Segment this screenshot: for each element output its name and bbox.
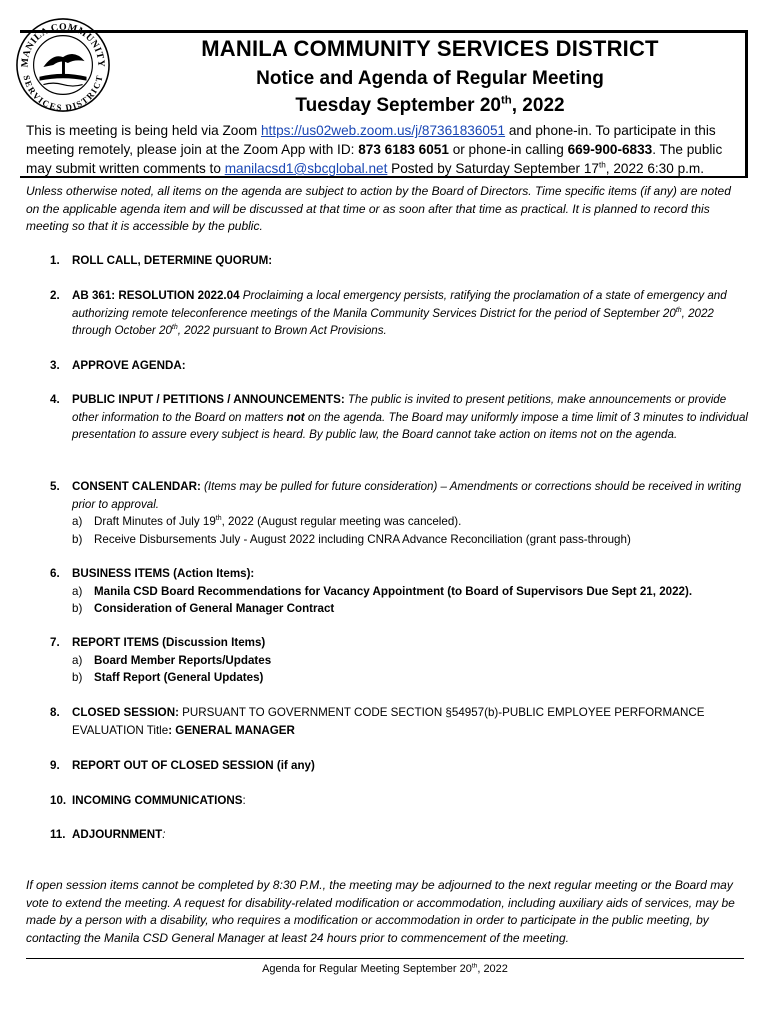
participation-info: This is meeting is being held via Zoom https://us02web.zoom.us/j/87361836051 and phone-in. To participate in this meeting remotely, please join at the Zoom App with ID: 873 6183 6051 or phone-in calling 669-900-6833. The public may submit written comments to manilacsd1@sbcglobal.net Posted by Saturday September 17th, 2022 6:30 p.m. xyxy=(26,123,723,176)
consent-item-a: a) Draft Minutes of July 19th, 2022 (August regular meeting was canceled). xyxy=(72,515,462,528)
consent-item-b: b) Receive Disbursements July - August 2022 including CNRA Advance Reconciliation (grant pass-through) xyxy=(72,532,631,546)
report-item-a: a) Board Member Reports/Updates xyxy=(72,653,272,667)
agenda-item-10: 10. INCOMING COMMUNICATIONS: xyxy=(50,794,246,807)
agenda-item-11: 11. ADJOURNMENT: xyxy=(50,828,166,841)
meeting-subtitle: Notice and Agenda of Regular Meeting xyxy=(256,68,604,89)
seal-top-text: MANILA COMMUNITY xyxy=(19,21,107,68)
agenda-item-8: 8. CLOSED SESSION: PURSUANT TO GOVERNMENT CODE SECTION §54957(b)-PUBLIC EMPLOYEE PERFORMANCE EVALUATION Title: GENERAL MANAGER xyxy=(50,706,705,737)
footer-divider xyxy=(26,958,744,959)
accessibility-footnote: If open session items cannot be completed by 8:30 P.M., the meeting may be adjourned to the next regular meeting or the Board may vote to extend the meeting. A request for disability-related modification or accommodation, including auxiliary aids of services, may be made by a person with a disability, who requires a modification or accommodation in order to participate in the public meeting, by contacting the Manila CSD General Manager at least 24 hours prior to commencement of the meeting. xyxy=(26,878,735,945)
meeting-date: Tuesday September 20th, 2022 xyxy=(295,94,565,116)
page-footer: Agenda for Regular Meeting September 20th, 2022 xyxy=(262,962,508,975)
org-title: MANILA COMMUNITY SERVICES DISTRICT xyxy=(201,36,659,61)
agenda-item-1: 1. ROLL CALL, DETERMINE QUORUM: xyxy=(50,254,273,267)
agenda-item-9: 9. REPORT OUT OF CLOSED SESSION (if any) xyxy=(50,759,315,772)
agenda-item-6: 6. BUSINESS ITEMS (Action Items): a) Manila CSD Board Recommendations for Vacancy Appointment (to Board of Supervisors Due Sept 21, 2022). b) Consideration of General Manager Contract xyxy=(50,565,750,618)
zoom-id: 873 6183 6051 xyxy=(358,142,449,157)
seal-bottom-text: SERVICES DISTRICT xyxy=(21,74,105,113)
business-item-a: a) Manila CSD Board Recommendations for Vacancy Appointment (to Board of Supervisors Due Sept 21, 2022). xyxy=(72,584,693,598)
zoom-link[interactable]: https://us02web.zoom.us/j/87361836051 xyxy=(260,123,506,138)
agenda-item-3: 3. APPROVE AGENDA: xyxy=(50,359,186,372)
email-link[interactable]: manilacsd1@sbcglobal.net xyxy=(224,161,388,176)
phone-number: 669-900-6833 xyxy=(567,142,653,157)
business-item-b: b) Consideration of General Manager Contract xyxy=(72,602,335,615)
agenda-item-7: 7. REPORT ITEMS (Discussion Items) a) Board Member Reports/Updates b) Staff Report (General Updates) xyxy=(50,634,750,687)
report-item-b: b) Staff Report (General Updates) xyxy=(72,671,264,684)
agenda-note: Unless otherwise noted, all items on the agenda are subject to action by the Board of Directors. Time specific items (if any) are noted on the applicable agenda item and will be discussed at that time or as soon after that time as practical. It is planned to record this meeting so that it is accessible by the public. xyxy=(26,184,731,233)
agenda-item-5: 5. CONSENT CALENDAR: (Items may be pulled for future consideration) – Amendments or corrections should be received in writing prior to approval. a) Draft Minutes of July 19th, 2022 (August regular meeting was canceled). b) Receive Disbursements July - August 2022 including CNRA Advance Reconciliation (grant pass-through) xyxy=(50,478,750,548)
agenda-item-4: 4. PUBLIC INPUT / PETITIONS / ANNOUNCEMENTS: The public is invited to present petitions, make announcements or provide other information to the Board on matters not on the agenda. The Board may uniformly impose a time limit of 3 minutes to individual presentation to assure every subject is heard. By public law, the Board cannot take action on items not on the agenda. xyxy=(50,393,748,441)
agenda-item-2: 2. AB 361: RESOLUTION 2022.04 Proclaiming a local emergency persists, ratifying the proclamation of a state of emergency and authorizing remote teleconference meetings of the Manila Community Services District for the period of September 20th, 2022 through October 20th, 2022 pursuant to Brown Act Provisions. xyxy=(50,289,727,337)
